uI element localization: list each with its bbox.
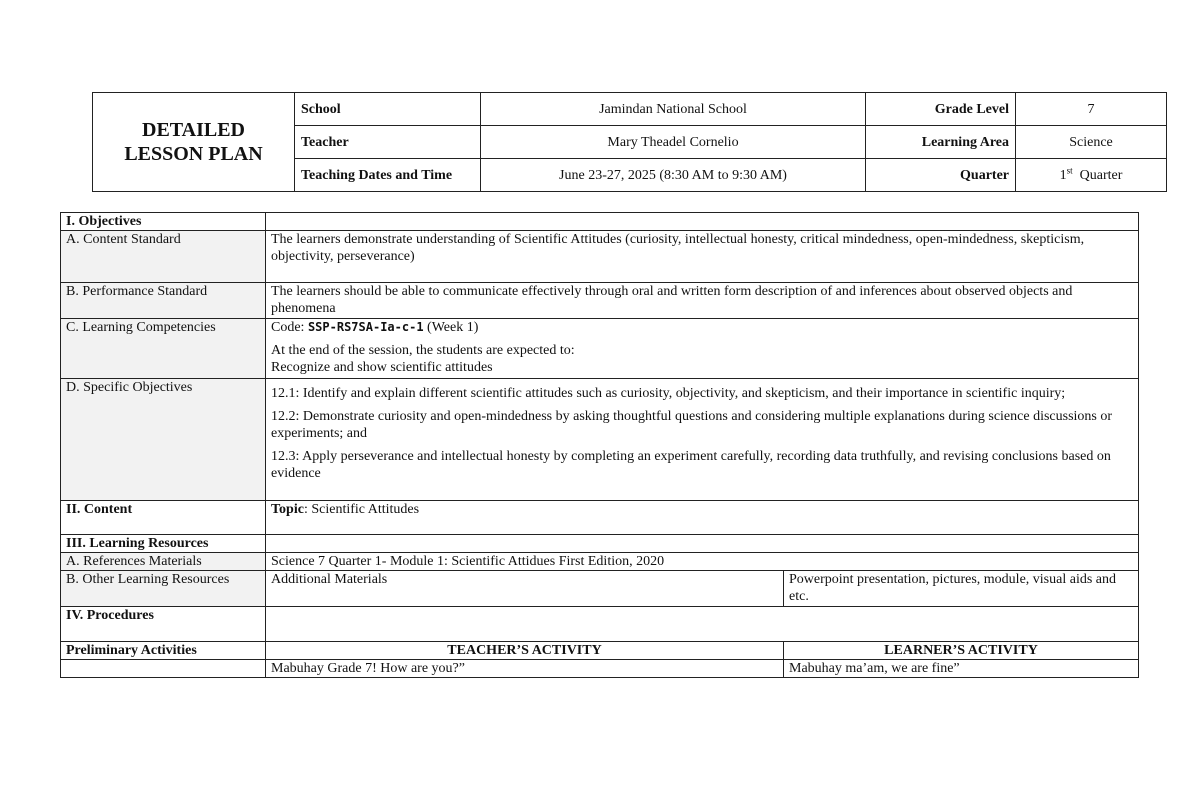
specific-objectives-cell [266, 379, 1139, 501]
references-text: Science 7 Quarter 1- Module 1: Scientific Attidues First Edition, 2020 [266, 553, 1139, 571]
references-label: A. References Materials [61, 553, 266, 571]
other-resources-label: B. Other Learning Resources [61, 571, 266, 607]
competency-intro: At the end of the session, the students are expected to: [271, 343, 575, 358]
quarter-word: Quarter [1079, 167, 1123, 183]
learning-area-value: Science [1016, 126, 1167, 159]
teacher-activity-line: Mabuhay Grade 7! How are you?” [266, 660, 784, 678]
specific-objective-3: 12.3: Apply perseverance and intellectual honesty by completing an experiment carefully, recording data truthfully, and revising conclusions based on evidence [271, 449, 1111, 481]
lesson-plan-header [92, 92, 1167, 192]
grade-level-value: 7 [1016, 93, 1167, 126]
teacher-activity-header: TEACHER’S ACTIVITY [266, 642, 784, 660]
quarter-number: 1 [1059, 167, 1067, 183]
content-heading: II. Content [61, 501, 266, 535]
school-label: School [295, 93, 481, 126]
teacher-value: Mary Theadel Cornelio [481, 126, 866, 159]
topic-label: Topic [271, 502, 304, 517]
content-standard-label: A. Content Standard [61, 231, 266, 283]
specific-objectives-label: D. Specific Objectives [61, 379, 266, 501]
competency-text: Recognize and show scientific attitudes [271, 360, 493, 375]
code-week: (Week 1) [423, 320, 479, 335]
content-standard-text: The learners demonstrate understanding of Scientific Attitudes (curiosity, intellectual honesty, critical mindedness, open-mindedness, skepticism, objectivity, perseverance) [266, 231, 1139, 283]
teaching-dates-label: Teaching Dates and Time [295, 159, 481, 192]
additional-materials-label: Additional Materials [266, 571, 784, 607]
preliminary-activities-label: Preliminary Activities [61, 642, 266, 660]
learning-area-label: Learning Area [866, 126, 1016, 159]
title-line-1: DETAILED [142, 119, 245, 141]
learner-activity-line: Mabuhay ma’am, we are fine” [784, 660, 1139, 678]
learning-competencies-label: C. Learning Competencies [61, 319, 266, 379]
learner-activity-header: LEARNER’S ACTIVITY [784, 642, 1139, 660]
quarter-value [1016, 159, 1167, 192]
performance-standard-text: The learners should be able to communicate effectively through oral and written form description of and inferences about observed objects and phenomena [266, 283, 1139, 319]
quarter-label: Quarter [866, 159, 1016, 192]
lesson-plan-body [60, 212, 1139, 678]
document-title [93, 93, 295, 192]
additional-materials-text: Powerpoint presentation, pictures, module, visual aids and etc. [784, 571, 1139, 607]
performance-standard-label: B. Performance Standard [61, 283, 266, 319]
competency-code: SSP-RS7SA-Ia-c-1 [307, 320, 424, 334]
specific-objective-2: 12.2: Demonstrate curiosity and open-mindedness by asking thoughtful questions and considering multiple explanations during science discussions or experiments; and [271, 409, 1113, 441]
objectives-heading: I. Objectives [61, 213, 266, 231]
title-line-2: LESSON PLAN [124, 143, 263, 165]
learning-competencies-cell [266, 319, 1139, 379]
teaching-dates-value: June 23-27, 2025 (8:30 AM to 9:30 AM) [481, 159, 866, 192]
topic-cell [266, 501, 1139, 535]
topic-text: : Scientific Attitudes [303, 502, 420, 517]
grade-level-label: Grade Level [866, 93, 1016, 126]
procedures-heading: IV. Procedures [61, 607, 266, 642]
learning-resources-heading: III. Learning Resources [61, 535, 266, 553]
specific-objective-1: 12.1: Identify and explain different scientific attitudes such as curiosity, objectivity, and skepticism, and their importance in scientific inquiry; [271, 386, 1066, 401]
quarter-ordinal: st [1066, 164, 1073, 175]
school-value: Jamindan National School [481, 93, 866, 126]
teacher-label: Teacher [295, 126, 481, 159]
code-prefix: Code: [271, 320, 308, 335]
